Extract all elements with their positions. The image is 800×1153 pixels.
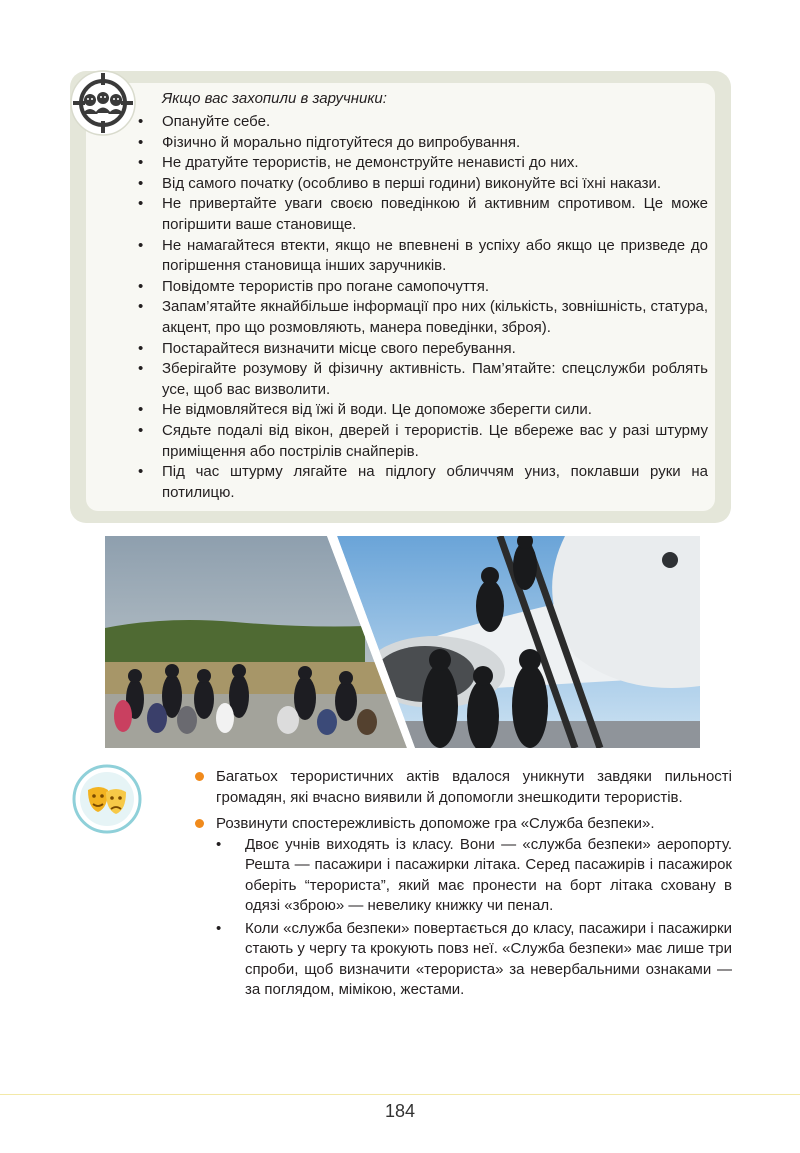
orange-bullet-icon [195, 772, 204, 781]
activity-section [194, 767, 732, 1007]
tips-list [136, 112, 708, 503]
tip-item: • Повідомте терористів про погане самопочуття. [136, 277, 708, 298]
tip-item: • Опануйте себе. [136, 112, 708, 133]
game-rule-item: • Коли «служба безпеки» повертається до класу, пасажири і пасажирки стають у чергу та крокують повз неї. «Служба безпеки» має лише три спроби, щоб визначити «терориста» за невербальними ознаками — за поглядом, мімікою, жестами. [216, 919, 732, 1001]
tip-item: • Сядьте подалі від вікон, дверей і терористів. Це вбереже вас у разі штурму приміщення або пострілів снайперів. [136, 421, 708, 462]
hostages-in-crosshair-icon [70, 70, 136, 136]
tips-title: Якщо вас захопили в заручники: [162, 90, 387, 107]
theatre-masks-icon [72, 764, 142, 834]
activity-point [194, 814, 732, 1001]
tip-item: • Не відмовляйтеся від їжі й води. Це допоможе зберегти сили. [136, 400, 708, 421]
tip-item: • Не привертайте уваги своєю поведінкою й активним спротивом. Це може погіршити ваше становище. [136, 194, 708, 235]
game-rules-list [216, 835, 732, 1001]
orange-bullet-icon [195, 819, 204, 828]
tip-item: • Не намагайтеся втекти, якщо не впевнені в успіху або якщо це призведе до погіршення становища інших заручників. [136, 236, 708, 277]
tip-item: • Не дратуйте терористів, не демонструйте ненависті до них. [136, 153, 708, 174]
tip-item: • Від самого початку (особливо в перші години) виконуйте всі їхні накази. [136, 174, 708, 195]
hostage-rescue-photo [105, 536, 700, 748]
footer-divider [0, 1094, 800, 1095]
tip-item: • Фізично й морально підготуйтеся до випробування. [136, 133, 708, 154]
tip-item: • Запам’ятайте якнайбільше інформації про них (кількість, зовнішність, статура, акцент, про що розмовляють, манера поведінки, зброя). [136, 297, 708, 338]
activity-point [194, 767, 732, 808]
activity-point-text: Багатьох терористичних актів вдалося уникнути завдяки пильності громадян, які вчасно виявили й допомогли знешкодити терористів. [216, 768, 732, 806]
tip-item: • Постарайтеся визначити місце свого перебування. [136, 339, 708, 360]
tip-item: • Зберігайте розумову й фізичну активність. Пам’ятайте: спецслужби роблять усе, щоб вас визволити. [136, 359, 708, 400]
activity-point-text: Розвинути спостережливість допоможе гра «Служба безпеки». [216, 815, 655, 832]
page-number: 184 [384, 1101, 416, 1121]
tip-item: • Під час штурму лягайте на підлогу обличчям униз, поклавши руки на потилицю. [136, 462, 708, 503]
game-rule-item: • Двоє учнів виходять із класу. Вони — «служба безпеки» аеропорту. Решта — пасажири і пасажирки літака. Серед пасажирів і пасажирок оберіть “терориста”, який має пронести на борт літака сховану в одязі «зброю» — невелику книжку чи пенал. [216, 835, 732, 917]
